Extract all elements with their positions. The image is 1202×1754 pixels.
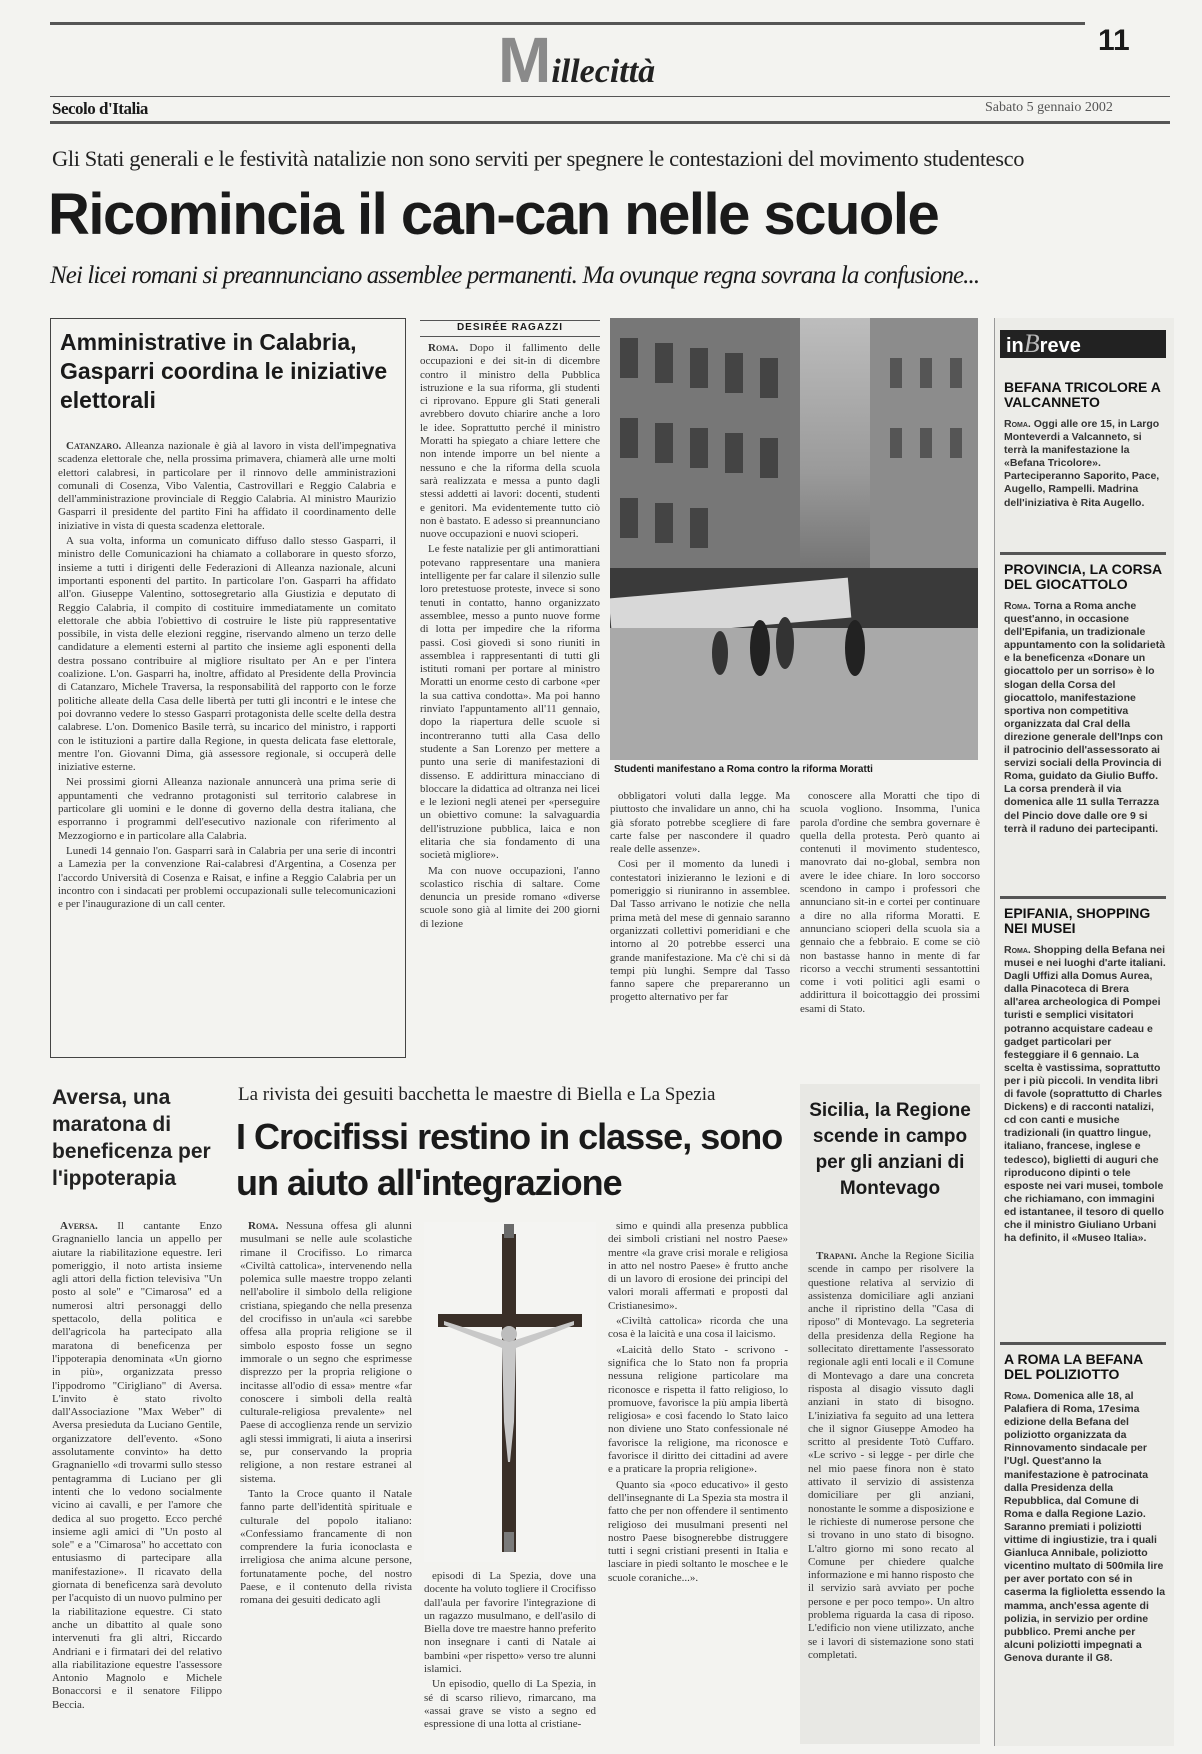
lead-col1-text: Dopo il fallimento delle occupazioni e dei sit-in di dicembre contro il ministro della Pubblica istruzione e la sua riforma, gli studenti ci riprovano. Eppure gli Stati generali avrebbero dovuto chiarire anche a loro le idee. Soprattutto perché il ministro Moratti ha spiegato a chiare lettere che non intende imporre un bel niente a nessuno e che la riforma della scuola sarà realizzata e messa a punto dagli stessi addetti ai lavori: docenti, studenti e genitori. Ma evidentemente tutto ciò non è bastato. E adesso si preannunciano nuove occupazioni e nuovi scioperi. [420, 342, 600, 541]
paper-name: Secolo d'Italia [52, 99, 148, 118]
breve-item-1 [1004, 380, 1166, 522]
lead-col3-text: conoscere alla Moratti che tipo di scuola vogliono. Insomma, l'unica parola d'ordine che sembra governare è quella della protesta. Però quanto ai contenuti il movimento studentesco, manovrato dai no-global, sembra non avere le idee chiare. In loro soccorso scendono in campo i professori che annunciano sit-in e cortei per continuare a dire no alla riforma Moratti. E annunciano scioperi della scuola sia a gennaio che a febbraio. E come se ciò non bastasse hanno in mente di far ricorso a vecchi strumenti sessantottini come i voti politici agli esami o addirittura il boicottaggio dei prossimi esami di Stato. [800, 790, 980, 1015]
crocifissi-kicker: La rivista dei gesuiti bacchetta le maestre di Biella e La Spezia [238, 1084, 716, 1105]
calabria-p3: Nei prossimi giorni Alleanza nazionale annuncerà una prima serie di appuntamenti che vedranno protagonisti sul territorio calabrese in particolare gli uomini e le donne di governo della destra italiana, che esporranno i programmi dell'esecutivo nazionale con riferimento al Mezzogiorno e in particolare alla Calabria. [58, 776, 396, 842]
aversa-body [52, 1220, 222, 1745]
masthead-rule-bottom [50, 121, 1170, 124]
lead-col2b-text: Così per il momento da lunedì i contestatori inizieranno le lezioni e di pomeriggio si riuniranno in assemblee. Dal Tasso arrivano le notizie che nella prima metà del mese di gennaio saranno organizzati collettivi pomeridiani e che intorno al 20 potrebbe esserci una grande manifestazione. Ma c'è chi si dà tempi più lunghi. Sempre dal Tasso fanno sapere che prepareranno un progetto alternativo per far [610, 858, 790, 1004]
street-protest-picture [610, 318, 978, 760]
sicilia-headline: Sicilia, la Regione scende in campo per gli anziani di Montevago [809, 1100, 971, 1199]
breve-dateline-3: Roma. [1004, 944, 1031, 956]
lead-photo [610, 318, 978, 760]
sicilia-text: Anche la Regione Sicilia scende in campo per risolvere la questione relativa al servizio di assistenza domiciliare agli anziani anche il ripristino della "Casa di riposo" di Montevago. La segreteria della presidenza della Regione ha sollecitato direttamente l'assessorato regionale agli enti locali e il Comune di Montevago a dare una concreta risposta al disagio vissuto dagli anziani in stato di bisogno. L'iniziativa fa seguito ad una lettera che il signor Giuseppe Amodeo ha scritto al presidente Totò Cuffaro. «Le scrivo - si legge - per dirle che nel mio paese finora non è stato attivato il servizio di assistenza domiciliare per gli anziani, nonostante le somme a disposizione e le richieste di numerose persone che si trovano in uno stato di bisogno. L'altro giorno mi sono recato al Comune per chiedere qualche informazione e mi hanno risposto che il servizio sarà avviato per poche persone e per poco tempo». Un altro problema riguarda la casa di riposo. L'edificio non viene utilizzato, anche se i lavori di sistemazione sono stati completati. [808, 1250, 974, 1661]
lead-headline: Ricomincia il can-can nelle scuole [48, 182, 939, 247]
breve-item-3 [1004, 906, 1166, 1344]
page-number: 11 [1098, 24, 1130, 57]
top-rule [50, 22, 1085, 25]
breve-title-3: EPIFANIA, SHOPPING NEI MUSEI [1004, 905, 1151, 936]
section-initial: M [498, 24, 552, 96]
breve-divider-3 [1000, 1342, 1166, 1345]
crocifissi-col1-text: Nessuna offesa gli alunni musulmani se nelle aule scolastiche rimane il Crocifisso. Lo rimarca «Civiltà cattolica», intervenendo nella polemica sulle maestre troppo zelanti nell'abolire il simbolo della religione cristiana, spiegando che nella presenza del crocifisso in un'aula «ci sarebbe offesa alla propria religione se il simbolo esposto fosse un segno immorale o un segno che esprimesse disprezzo per la propria religione o incitasse all'odio di essa» mentre «far conoscere i simboli della realtà culturale-religiosa prevalente» nel Paese di accoglienza rende un servizio agli stessi immigrati, li aiuta a inserirsi se, pur conservando la propria religione, a non restare estranei al sistema. [240, 1220, 412, 1485]
lead-byline: DESIRÉE RAGAZZI [456, 322, 564, 333]
lead-subhead: Nei licei romani si preannunciano assemblee permanenti. Ma ovunque regna sovrana la confusione... [50, 262, 980, 289]
breve-text-3 [1004, 944, 1166, 1344]
breve-body-3: Shopping della Befana nei musei e nei luoghi d'arte italiani. Dagli Uffizi alla Domus Aurea, dalla Pinacoteca di Brera all'area archeologica di Pompei turisti e semplici visitatori potranno acquistare cadeau e gadget particolari per festeggiare il 6 gennaio. La scelta è vastissima, soprattutto per i più piccoli. In vendita libri di favole (soprattutto di Charles Dickens) e di racconti natalizi, cd con canti e musiche tradizionali (in quattro lingue, italiano, francese, inglese e tedesco), biglietti di auguri che riproducono dipinti o tele esposte nei vari musei, tombole che richiamano, con immagini ed istantanee, il tesoro di quello che il ministro Giuliano Urbani ha definito, il «Museo Italia». [1004, 944, 1166, 1245]
breve-body-1: Oggi alle ore 15, in Largo Monteverdi a Valcanneto, si terrà la manifestazione la «Befana Tricolore». Parteciperanno Saporito, Pace, Augello, Rampelli. Madrina dell'iniziativa è Rita Augello. [1004, 418, 1160, 509]
calabria-headline: Amministrative in Calabria, Gasparri coordina le iniziative elettorali [60, 329, 388, 413]
crocifissi-dateline: Roma. [248, 1220, 279, 1232]
photo-caption: Studenti manifestano a Roma contro la riforma Moratti [614, 764, 873, 775]
aversa-dateline: Aversa. [60, 1220, 98, 1232]
lead-col1c-text: Ma con nuove occupazioni, l'anno scolastico rischia di saltare. Come denuncia un preside romano «diverse scuole sono già al limite dei 200 giorni di lezione [420, 864, 600, 930]
crocifissi-col2b-text: Un episodio, quello di La Spezia, in sé di scarso rilievo, rimarcano, ma «assai grave se visto a segno ed espressione di una lotta al cristiane- [424, 1678, 596, 1731]
breve-item-4 [1004, 1352, 1166, 1725]
crocifissi-column-2 [424, 1570, 596, 1745]
lead-column-1 [420, 342, 600, 1058]
lead-column-3 [800, 790, 980, 1058]
breve-item-2 [1004, 562, 1166, 870]
crucifix-photo [424, 1222, 596, 1562]
aversa-text: Il cantante Enzo Gragnaniello lancia un appello per aiutare la riabilitazione equestre. Ieri pomeriggio, il noto artista insieme agli attori della fiction televisiva "Un posto al sole" e "Cimarosa" ed a numerosi altri personaggi dello spettacolo, della politica e dell'agricola ha partecipato alla maratona di beneficenza per l'ippoterapia denominata «Un giorno in più», organizzata presso l'ippodromo "Cirigliano" di Aversa. L'invito è stato rivolto dall'Associazione "Max Weber" di Aversa presieduta da Luciano Gentile, organizzatore dell'evento. «Sono assolutamente convinto» ha detto Gragnaniello «di trovarmi sullo stesso pentagramma di Luciano per gli intenti che lo vedono socialmente vicino ai cavalli, e per l'amore che dedica al suo progetto. Ecco perché insieme agli amici di "Un posto al sole" e a "Cimarosa" ho accettato con entusiasmo di partecipare alla manifestazione». Il ricavato della giornata di beneficenza sarà devoluto per l'acquisto di un nuovo pulmino per la riabilitazione equestre. Ci stato anche un dibattito al quale sono intervenuti fra gli altri, Riccardo Andriani e i firmatari dei del relativo alla riabilitazione equestre l'assessore Antonio Magnolo e Michele Bonaccorsi e il senatore Filippo Beccia. [52, 1220, 222, 1711]
section-logo [498, 24, 656, 96]
lead-col2-text: obbligatori voluti dalla legge. Ma piuttosto che invalidare un anno, chi ha già sforato potrebbe scegliere di fare carte false per nascondere il quadro reale delle assenze». [610, 790, 790, 856]
sicilia-dateline: Trapani. [816, 1250, 857, 1262]
breve-logo [1000, 330, 1166, 358]
lead-column-2 [610, 790, 790, 1058]
crocifissi-headline: I Crocifissi restino in classe, sono un aiuto all'integrazione [236, 1116, 783, 1203]
issue-date: Sabato 5 gennaio 2002 [985, 100, 1113, 115]
section-name: illecittà [551, 53, 656, 90]
crucifix-picture [424, 1222, 596, 1562]
breve-title-1: BEFANA TRICOLORE A VALCANNETO [1004, 379, 1161, 410]
crocifissi-col3-text: simo e quindi alla presenza pubblica dei simboli cristiani nel nostro Paese» mentre «la grave crisi morale e religiosa in atto nel nostro Paese» è frutto anche di un lavoro di erosione dei principi del valori morali affermati e proposti dal Cristianesimo». [608, 1220, 788, 1312]
aversa-headline: Aversa, una maratona di beneficenza per l'ippoterapia [52, 1086, 211, 1190]
byline-rule [420, 320, 600, 321]
breve-dateline-2: Roma. [1004, 600, 1031, 612]
breve-dateline-4: Roma. [1004, 1390, 1031, 1402]
breve-logo-b: B [1023, 329, 1040, 358]
breve-body-4: Domenica alle 18, al Palafiera di Roma, 17esima edizione della Befana del poliziotto organizzata da Rinnovamento sindacale per l'Ugl. Quest'anno la manifestazione è patrocinata dalla Presidenza della Repubblica, dal Comune di Roma e dalla Regione Lazio. Saranno premiati i poliziotti vittime di ingiustizie, tra i quali Gianluca Annibale, poliziotto vicentino multato di 500mila lire per aver portato con sé in caserma la figlioletta essendo la mamma, anch'essa agente di polizia, in servizio per ordine pubblico. Premi anche per alcuni poliziotti impegnati a Genova durante il G8. [1004, 1390, 1166, 1664]
masthead-rule [50, 96, 1170, 97]
breve-text-1 [1004, 418, 1166, 522]
breve-divider-1 [1000, 552, 1166, 555]
calabria-body [58, 440, 396, 1050]
sicilia-body [808, 1250, 974, 1740]
breve-body-2: Torna a Roma anche quest'anno, in occasione dell'Epifania, un tradizionale appuntamento con la solidarietà e la beneficenza «Donare un giocattolo per un sorriso» è lo slogan della Corsa del giocattolo, manifestazione sportiva non competitiva organizzata dal Cral della direzione generale dell'Inps con il patrocinio dell'assessorato ai servizi sociali della Provincia di Roma, guidato da Giulio Buffo. La corsa prenderà il via domenica alle 11 sulla Terrazza del Pincio dove dalle ore 9 si terrà il raduno dei partecipanti. [1004, 600, 1166, 835]
crocifissi-col3b-text: «Civiltà cattolica» ricorda che una cosa è la laicità e una cosa il laicismo. [608, 1315, 788, 1341]
lead-dateline: Roma. [428, 342, 459, 354]
breve-text-4 [1004, 1390, 1166, 1725]
calabria-p4: Lunedì 14 gennaio l'on. Gasparri sarà in Calabria per una serie di incontri a Lamezia per la convenzione Rai-calabresi d'Argentina, a Cosenza per l'accordo Università di Cosenza e Raisat, e infine a Reggio Calabria per un incontro con i sindacati per problemi occupazionali sulle telecomunicazioni e per l'inaugurazione di un call center. [58, 844, 396, 911]
crocifissi-column-3 [608, 1220, 788, 1745]
calabria-p1: Alleanza nazionale è già al lavoro in vista dell'impegnativa scadenza elettorale che, nella prossima primavera, chiamerà alle urne molti elettori calabresi, in particolare per il rinnovo delle amministrazioni comunali di Cosenza, Vibo Valentia, Castrovillari e Reggio Calabria e dell'amministrazione provinciale di Reggio Calabria. Al ministro Maurizio Gasparri il presidente del partito Fini ha affidato il coordinamento delle iniziative in vista di questa scadenza elettorale. [58, 440, 396, 532]
crocifissi-column-1 [240, 1220, 412, 1745]
breve-dateline-1: Roma. [1004, 418, 1031, 430]
calabria-dateline: Catanzaro. [66, 440, 122, 452]
lead-col1b-text: Le feste natalizie per gli antimorattiani potevano rappresentare una maniera intelligente per far calare il silenzio sulle loro pretestuose proteste, invece si sono tenuti in contatto, hanno organizzato assemblee, messo a punto nuove forme di lotta per impedire che la riforma passi. Così giovedì si sono riuniti in assemblea i rappresentanti di tutti gli istituti romani per portare al ministro Moratti un enorme cesto di carbone «per la sua cattiva condotta». Ma poi hanno rinviato l'appuntamento all'11 gennaio, dopo la riapertura delle scuole si incontreranno tutti alla Casa dello studente a San Lorenzo per mettere a punto una serie di manifestazioni di dissenso. E addirittura minacciano di bloccare la didattica ad oltranza nei licei e le lezioni negli atenei per «perseguire un obiettivo comune: la salvaguardia dell'istruzione pubblica, laica e non elitaria che sia fondamento di una società migliore». [420, 543, 600, 862]
crocifissi-col1b-text: Tanto la Croce quanto il Natale fanno parte dell'identità spirituale e culturale del popolo italiano: «Confessiamo francamente di non comprendere la furia iconoclasta e irreligiosa che anima alcune persone, fortunatamente poche, del nostro Paese, e il contenuto della rivista romana dei gesuiti dedicato agli [240, 1487, 412, 1607]
byline-rule-bottom [420, 336, 600, 337]
calabria-p2: A sua volta, informa un comunicato diffuso dallo stesso Gasparri, il ministro delle Comunicazioni ha chiamato a collaborare in questo sforzo, insieme a tutti i dirigenti delle Federazioni di Alleanza nazionale, alcuni importanti esponenti del partito. In particolare l'on. Gasparri ha affidato all'on. Giuseppe Valentino, sottosegretario alla Giustizia e deputato di Reggio Calabria, il compito di costituire immediatamente un comitato elettorale che abbia l'obiettivo di costruire le liste più rappresentative possibile, in vista delle elezioni reggine, riservando almeno un terzo delle candidature a elementi esterni al partito che insieme agli esponenti della destra possano contribuire al migliore risultato per An e per l'intera coalizione. L'on. Gasparri ha, inoltre, affidato al Presidente della Provincia di Catanzaro, Michele Traversa, la responsabilità del rapporto con le forze politiche alleate della Casa delle libertà per tutti gli incontri e le intese che poi dovranno vedere lo stesso Gasparri protagonista delle scelte della destra calabrese. L'on. Domenico Basile terrà, su incarico del ministro, i rapporti con le istituzioni a partire dalla Regione, in questa delicata fase elettorale, mentre l'on. Giovanni Dima, già assessore regionale, si occuperà delle iniziative esterne. [58, 535, 396, 774]
crocifissi-col2-text: episodi di La Spezia, dove una docente ha voluto togliere il Crocifisso dall'aula per favorire l'integrazione di un ragazzo musulmano, e dell'asilo di Biella dove tre maestre hanno preferito non insegnare i canti di Natale ai bambini «per rispetto» verso tre alunni islamici. [424, 1570, 596, 1676]
lead-kicker: Gli Stati generali e le festività natalizie non sono serviti per spegnere le contestazioni del movimento studentesco [52, 146, 1025, 171]
crocifissi-col3c-text: «Laicità dello Stato - scrivono - significa che lo Stato non fa propria nessuna religione particolare ma riconosce e rispetta il fatto religioso, lo promuove, favorisce la più ampia libertà religiosa» e così facendo lo Stato laico non diviene uno Stato confessionale né favorisce la religione, ma riconosce e favorisce il diritto dei cittadini ad avere e a praticare la propria religione». [608, 1343, 788, 1476]
breve-logo-in: in [1006, 335, 1024, 357]
breve-text-2 [1004, 600, 1166, 870]
crocifissi-col3d-text: Quanto sia «poco educativo» il gesto dell'insegnante di La Spezia sta mostra il fatto che per non offendere il sentimento religioso dei musulmani presenti nel nostro Paese bisognerebbe distruggere tutti i segni cristiani presenti in Italia e lasciare in piedi soltanto le moschee e le scuole coraniche...». [608, 1478, 788, 1584]
breve-title-4: A ROMA LA BEFANA DEL POLIZIOTTO [1004, 1351, 1143, 1382]
breve-logo-rest: reve [1039, 335, 1081, 357]
breve-divider-2 [1000, 896, 1166, 899]
breve-title-2: PROVINCIA, LA CORSA DEL GIOCATTOLO [1004, 561, 1162, 592]
